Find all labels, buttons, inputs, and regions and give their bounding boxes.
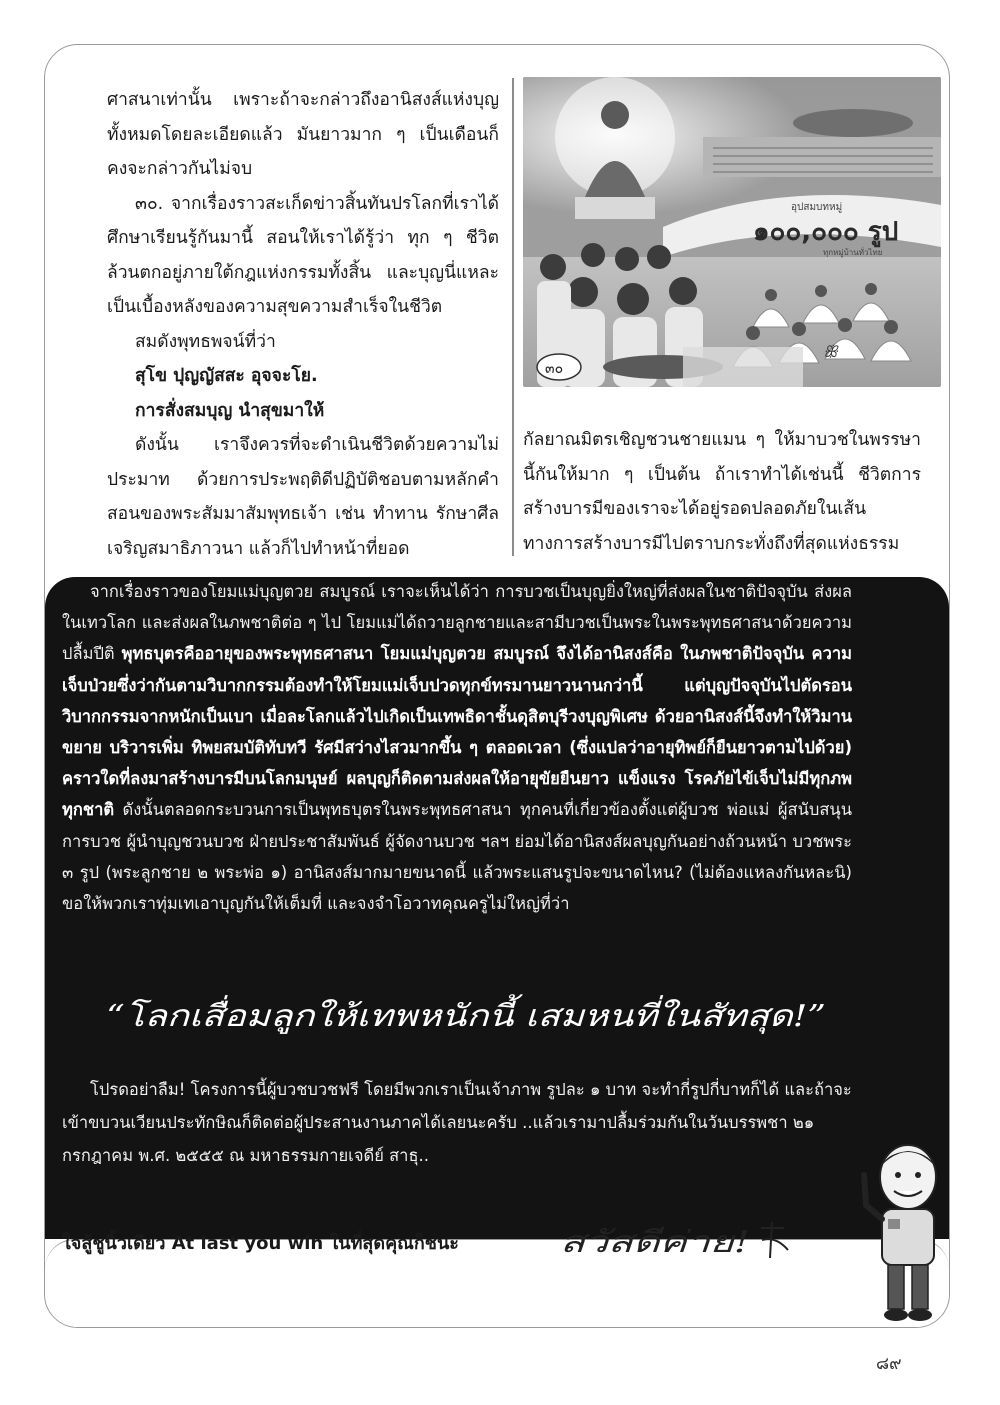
cartoon-mascot xyxy=(858,1135,958,1325)
left-column xyxy=(107,83,499,566)
footer-slogan: ใจสู้ชูนิ้วเดียว At last you win ในที่สุดคุณก็ชนะ xyxy=(62,1233,459,1254)
pali-verse-translation: การสั่งสมบุญ นำสุขมาให้ xyxy=(135,400,325,421)
handwritten-quote xyxy=(96,978,836,1048)
quote-text: “โลกเสื่อมลูกให้เทพหนักนี้ เสมหนที่ในสัทสุด!” xyxy=(106,999,697,1034)
closing-text xyxy=(62,1073,852,1172)
left-paragraph-4: ดังนั้น เราจึงควรที่จะดำเนินชีวิตด้วยความไม่ประมาท ด้วยการประพฤติดีปฏิบัติชอบตามหลักคำสอนของพระสัมมาสัมพุทธเจ้า เช่น ทำทาน รักษาศีล เจริญสมาธิภาวนา แล้วก็ไปทำหน้าที่ยอด xyxy=(107,435,499,559)
right-paragraph-1: กัลยาณมิตรเชิญชวนชายแมน ๆ ให้มาบวชในพรรษานี้กันให้มาก ๆ เป็นต้น ถ้าเราทำได้เช่นนี้ ชีวิตการสร้างบารมีของเราจะได้อยู่รอดปลอดภัยในเส้นทางการสร้างบารมีไปตราบกระทั่งถึงที่สุดแห่งธรรม xyxy=(523,430,921,554)
banner-number: ๑๐๐,๐๐๐ รูป xyxy=(753,217,899,247)
left-paragraph-1: ศาสนาเท่านั้น เพราะถ้าจะกล่าวถึงอานิสงส์แห่งบุญทั้งหมดโดยละเอียดแล้ว มันยาวมาก ๆ เป็นเดือนก็คงจะกล่าวกันไม่จบ xyxy=(107,90,499,179)
closing-paragraph: โปรดอย่าลืม! โครงการนี้ผู้บวชบวชฟรี โดยมีพวกเราเป็นเจ้าภาพ รูปละ ๑ บาท จะทำกี่รูปกี่บาทก็ได้ และถ้าจะเข้าขบวนเวียนประทักษิณก็ติดต่อผู้ประสานงานภาคได้เลยนะครับ ..แล้วเรามาปลื้มร่วมกันในวันบรรพชา ๒๑ กรกฎาคม พ.ศ. ๒๕๕๕ ณ มหาธรรมกายเจดีย์ สาธุ.. xyxy=(62,1080,852,1165)
signature xyxy=(556,1210,796,1270)
dark-paragraph-rest: ดังนั้นตลอดกระบวนการเป็นพุทธบุตรในพระพุทธศาสนา ทุกคนที่เกี่ยวข้องตั้งแต่ผู้บวช พ่อแม่ ผู้สนับสนุนการบวช ผู้นำบุญชวนบวช ฝ่ายประชาสัมพันธ์ ผู้จัดงานบวช ฯลฯ ย่อมได้อานิสงส์ผลบุญกันอย่างถ้วนหน้า บวชพระ ๓ รูป (พระลูกชาย ๒ พระพ่อ ๑) อานิสงส์มากมายขนาดนี้ แล้วพระแสนรูปจะขนาดไหน? (ไม่ต้องแหลงกันหละนิ) ขอให้พวกเราทุ่มเทเอาบุญกันให้เต็มที่ และจงจำโอวาทคุณครูไม่ใหญ่ที่ว่า xyxy=(62,800,852,914)
left-paragraph-3: สมดังพุทธพจน์ที่ว่า xyxy=(135,331,276,352)
pali-verse: สุโข ปุญญัสสะ อุจจะโย. xyxy=(135,366,318,386)
dark-panel-text xyxy=(62,576,852,919)
svg-text:ꕥ: ꕥ xyxy=(823,342,838,361)
dark-paragraph-bold: พุทธบุตรคืออายุของพระพุทธศาสนา โยมแม่บุญตวย สมบูรณ์ จึงได้อานิสงส์คือ ในภพชาติปัจจุบัน ความเจ็บป่วยซึ่งว่ากันตามวิบากกรรมต้องทำให้โยมแม่เจ็บปวดทุกข์ทรมานยาวนานกว่านี้ แต่บุญปัจจุบันไปตัดรอนวิบากกรรมจากหนักเป็นเบา เมื่อละโลกแล้วไปเกิดเป็นเทพธิดาชั้นดุสิตบุรีวงบุญพิเศษ ด้วยอานิสงส์นี้จึงทำให้วิมานขยาย บริวารเพิ่ม ทิพยสมบัติทับทวี รัศมีสว่างไสวมากขึ้น ๆ ตลอดเวลา (ซึ่งแปลว่าอายุทิพย์ก็ยืนยาวตามไปด้วย) คราวใดที่ลงมาสร้างบารมีบนโลกมนุษย์ ผลบุญก็ติดตามส่งผลให้อายุขัยยืนยาว แข็งแรง โรคภัยไข้เจ็บไม่มีทุกภพทุกชาติ xyxy=(62,644,852,820)
banner-subtitle: ทุกหมู่บ้านทั่วไทย xyxy=(823,248,883,257)
left-paragraph-2: ๓๐. จากเรื่องราวสะเก็ดข่าวสิ้นทันปรโลกที่เราได้ศึกษาเรียนรู้กันมานี้ สอนให้เราได้รู้ว่า ทุก ๆ ชีวิตล้วนตกอยู่ภายใต้กฎแห่งกรรมทั้งสิ้น และบุญนี่แหละเป็นเบื้องหลังของความสุขความสำเร็จในชีวิต xyxy=(107,193,499,317)
right-column xyxy=(523,423,921,561)
upper-section xyxy=(45,45,949,585)
column-divider xyxy=(512,78,514,556)
photo-number-badge: ๓๐ xyxy=(545,361,564,377)
page-number: ๘๙ xyxy=(876,1354,902,1374)
dark-paragraph-intro: จากเรื่องราวของโยมแม่บุญตวย สมบูรณ์ เราจะเห็นได้ว่า การบวชเป็นบุญยิ่งใหญ่ที่ส่งผลในชาติปัจจุบัน ส่งผลในเทวโลก และส่งผลในภพชาติต่อ ๆ ไป โยมแม่ได้ถวายลูกชายและสามีบวชเป็นพระในพระพุทธศาสนาด้วยความปลื้มปีติ xyxy=(62,582,852,664)
banner-caption: อุปสมบทหมู่ xyxy=(791,202,843,213)
ordination-photo xyxy=(523,77,941,387)
signature-text: สวัสดีค่าย! xyxy=(560,1225,750,1260)
